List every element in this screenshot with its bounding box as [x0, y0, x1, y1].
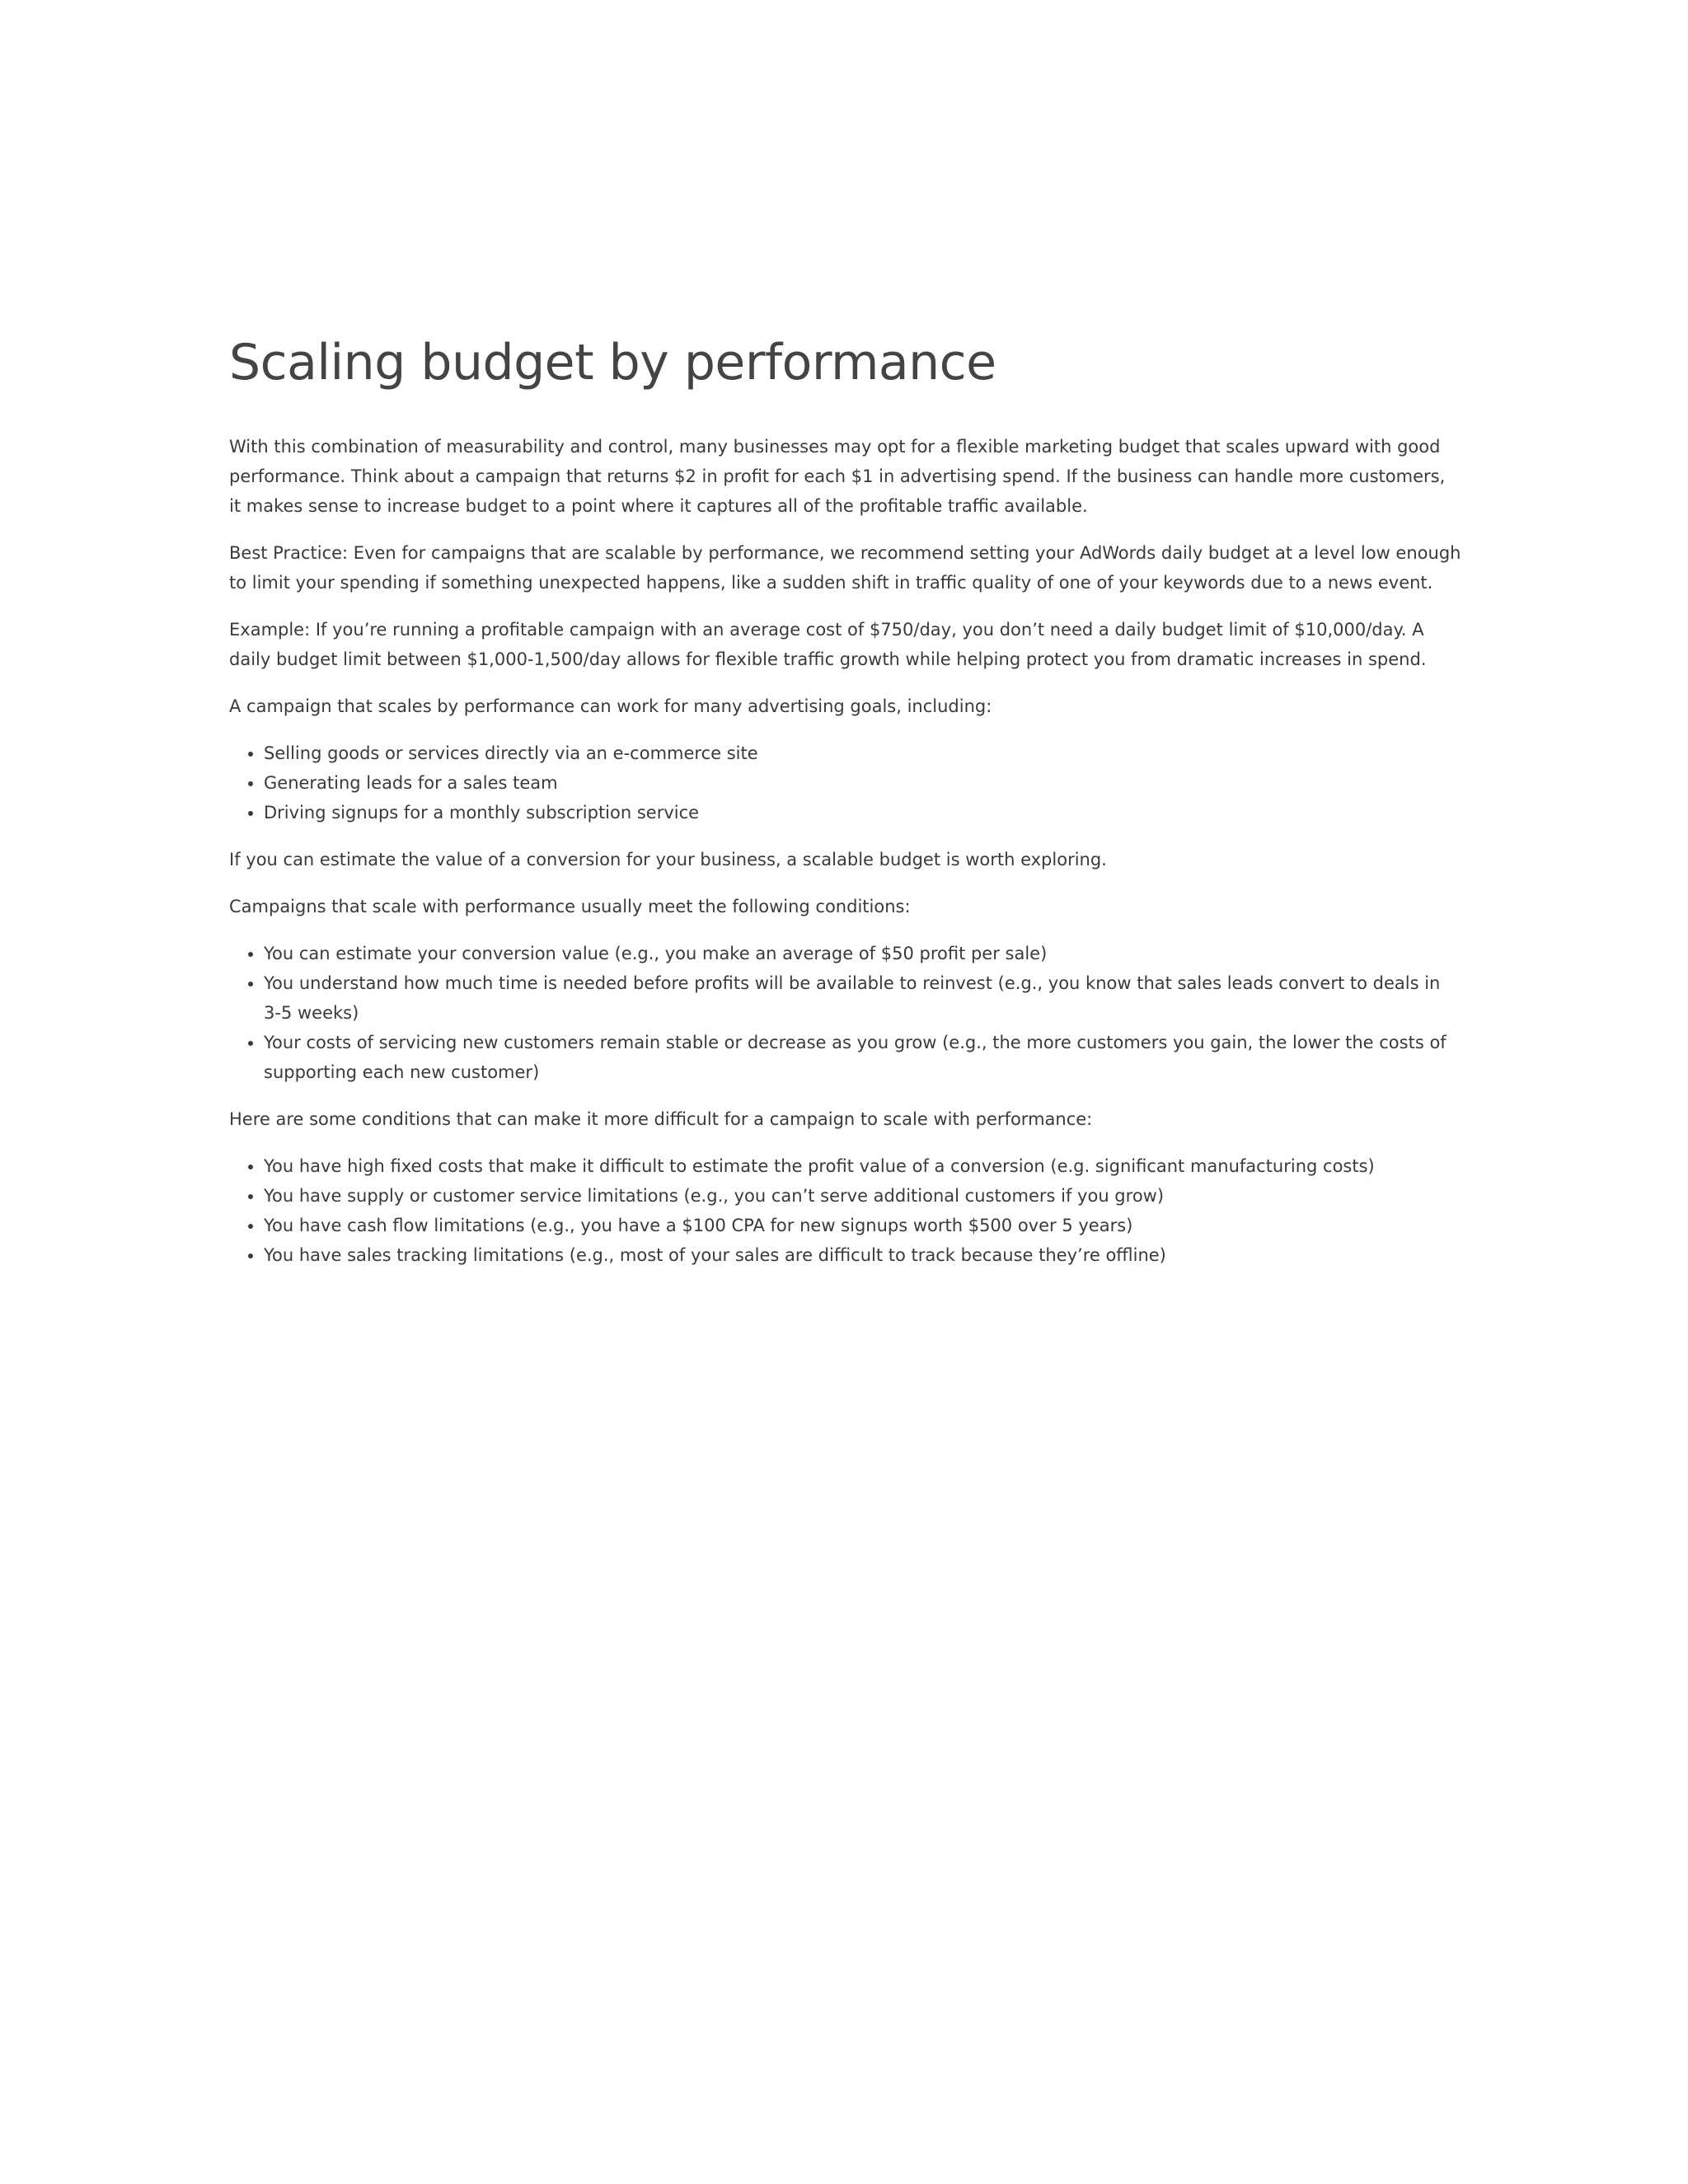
list-item: • Generating leads for a sales team — [264, 768, 1461, 798]
list-item: • Selling goods or services directly via an e-commerce site — [264, 738, 1461, 768]
list-item: • You can estimate your conversion value (e.g., you make an average of $50 profit per sale) — [264, 939, 1461, 968]
difficult-conditions-list — [229, 1151, 1461, 1270]
example-paragraph: Example: If you’re running a profitable campaign with an average cost of $750/day, you don’t need a daily budget limit of $10,000/day. A daily budget limit between $1,000-1,500/day allows for flexible traffic growth while helping protect you from dramatic increases in spend. — [229, 620, 1427, 669]
list-item: • You have supply or customer service limitations (e.g., you can’t serve additional customers if you grow) — [264, 1181, 1461, 1211]
list-item: • You have high fixed costs that make it difficult to estimate the profit value of a conversion (e.g. significant manufacturing costs) — [264, 1151, 1461, 1181]
intro-paragraph: With this combination of measurability and control, many businesses may opt for a flexible marketing budget that scales upward with good performance. Think about a campaign that returns $2 in profit for each $1 in advertising spend. If the business can handle more customers, it makes sense to increase budget to a point where it captures all of the profitable traffic available. — [229, 437, 1446, 516]
difficult-intro-paragraph: Here are some conditions that can make it more difficult for a campaign to scale with performance: — [229, 1109, 1093, 1129]
goals-list — [229, 738, 1461, 827]
list-item: • You understand how much time is needed before profits will be available to reinvest (e.g., you know that sales leads convert to deals in 3-5 weeks) — [264, 968, 1461, 1028]
list-item: • You have cash flow limitations (e.g., you have a $100 CPA for new signups worth $500 over 5 years) — [264, 1211, 1461, 1240]
document-body — [229, 432, 1461, 1270]
conditions-intro-paragraph: Campaigns that scale with performance usually meet the following conditions: — [229, 897, 911, 916]
page-title: Scaling budget by performance — [229, 334, 996, 391]
best-practice-paragraph: Best Practice: Even for campaigns that are scalable by performance, we recommend setting your AdWords daily budget at a level low enough to limit your spending if something unexpected happens, like a sudden shift in traffic quality of one of your keywords due to a news event. — [229, 543, 1461, 593]
estimate-paragraph: If you can estimate the value of a conversion for your business, a scalable budget is worth exploring. — [229, 850, 1107, 869]
list-item: • You have sales tracking limitations (e.g., most of your sales are difficult to track because they’re offline) — [264, 1240, 1461, 1270]
goals-intro-paragraph: A campaign that scales by performance can work for many advertising goals, including: — [229, 696, 992, 716]
list-item: • Your costs of servicing new customers remain stable or decrease as you grow (e.g., the more customers you gain, the lower the costs of supporting each new customer) — [264, 1028, 1461, 1087]
conditions-list — [229, 939, 1461, 1087]
document-page — [229, 330, 1461, 1287]
list-item: • Driving signups for a monthly subscription service — [264, 798, 1461, 827]
